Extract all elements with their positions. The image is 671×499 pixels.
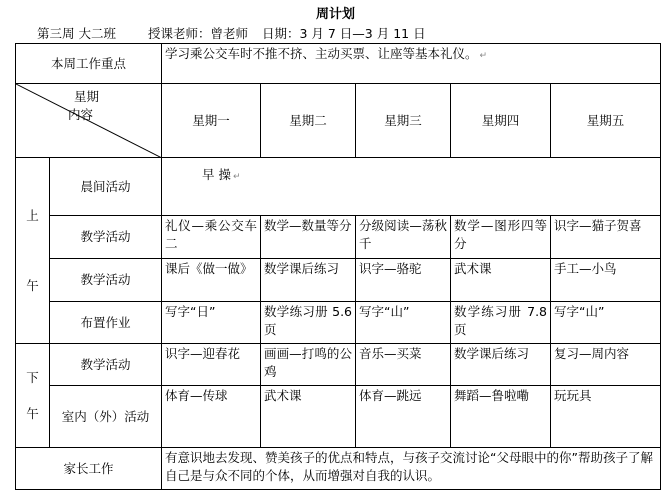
- parents-row: [16, 448, 661, 490]
- cell: 武术课: [451, 259, 551, 302]
- cell: 音乐—买菜: [356, 344, 451, 386]
- homework-label: 布置作业: [50, 302, 162, 344]
- weekly-plan-table: [15, 43, 661, 490]
- cell: 数学练习册 7.8 页: [451, 302, 551, 344]
- cell: 写字“山”: [551, 302, 661, 344]
- focus-label: 本周工作重点: [16, 44, 162, 84]
- day-header: 星期三: [356, 84, 451, 158]
- header-info: [37, 24, 436, 42]
- cell: 数学课后练习: [451, 344, 551, 386]
- day-header: 星期五: [551, 84, 661, 158]
- cell: 写字“山”: [356, 302, 451, 344]
- am-teaching-row-1: [16, 216, 661, 259]
- cell: 数学—图形四等分: [451, 216, 551, 259]
- cell: 数学练习册 5.6 页: [261, 302, 356, 344]
- focus-content: 学习乘公交车时不推不挤、主动买票、让座等基本礼仪。: [165, 46, 478, 61]
- weekday-header-row: [16, 84, 661, 158]
- cell: 体育—传球: [162, 386, 261, 448]
- cell: 分级阅读—荡秋千: [356, 216, 451, 259]
- pm-char-2: 午: [26, 405, 39, 421]
- weekday-label: 星期: [74, 89, 100, 104]
- morning-text: 早 操: [202, 167, 231, 182]
- day-header: 星期二: [261, 84, 356, 158]
- pm-teaching-row: [16, 344, 661, 386]
- morning-label: 晨间活动: [50, 158, 162, 216]
- parents-label: 家长工作: [16, 448, 162, 490]
- day-header: 星期四: [451, 84, 551, 158]
- cell: 舞蹈—鲁啦嘞: [451, 386, 551, 448]
- cell: 识字—猫子贺喜: [551, 216, 661, 259]
- teaching-label: 教学活动: [50, 259, 162, 302]
- cell: 武术课: [261, 386, 356, 448]
- cell: 数学—数量等分: [261, 216, 356, 259]
- focus-text: [162, 44, 661, 84]
- diagonal-header-cell: [16, 84, 162, 158]
- am-teaching-row-2: [16, 259, 661, 302]
- page-title: 周计划: [315, 7, 355, 22]
- return-mark: ↵: [479, 51, 488, 61]
- cell: 礼仪—乘公交车二: [162, 216, 261, 259]
- cell: 数学课后练习: [261, 259, 356, 302]
- morning-activity: [162, 158, 661, 216]
- homework-row: [16, 302, 661, 344]
- cell: 体育—跳远: [356, 386, 451, 448]
- teacher-name: 授课老师：曾老师: [147, 26, 248, 41]
- cell: 复习—周内容: [551, 344, 661, 386]
- cell: 玩玩具: [551, 386, 661, 448]
- date-range: 日期：3 月 7 日—3 月 11 日: [261, 26, 426, 41]
- content-label: 内容: [68, 107, 94, 122]
- focus-row: [16, 44, 661, 84]
- cell: 识字—骆驼: [356, 259, 451, 302]
- cell: 课后《做一做》: [162, 259, 261, 302]
- day-header: 星期一: [162, 84, 261, 158]
- cell: 写字“日”: [162, 302, 261, 344]
- cell: 画画—打鸣的公鸡: [261, 344, 356, 386]
- cell: 手工—小鸟: [551, 259, 661, 302]
- week-class: 第三周 大二班: [37, 26, 116, 41]
- pm-activity-row: [16, 386, 661, 448]
- indoor-label: 室内（外）活动: [50, 386, 162, 448]
- cell: 识字—迎春花: [162, 344, 261, 386]
- am-label: [16, 158, 50, 344]
- pm-char-1: 下: [26, 369, 39, 385]
- pm-label: [16, 344, 50, 448]
- parents-text: 有意识地去发现、赞美孩子的优点和特点，与孩子交流讨论“父母眼中的你”帮助孩子了解自己是与众不同的个体，从而增强对自我的认识。: [162, 448, 661, 490]
- return-mark: ↵: [233, 172, 241, 182]
- teaching-label: 教学活动: [50, 216, 162, 259]
- teaching-label: 教学活动: [50, 344, 162, 386]
- morning-row: [16, 158, 661, 216]
- am-char-1: 上: [26, 207, 39, 223]
- am-char-2: 午: [26, 277, 39, 293]
